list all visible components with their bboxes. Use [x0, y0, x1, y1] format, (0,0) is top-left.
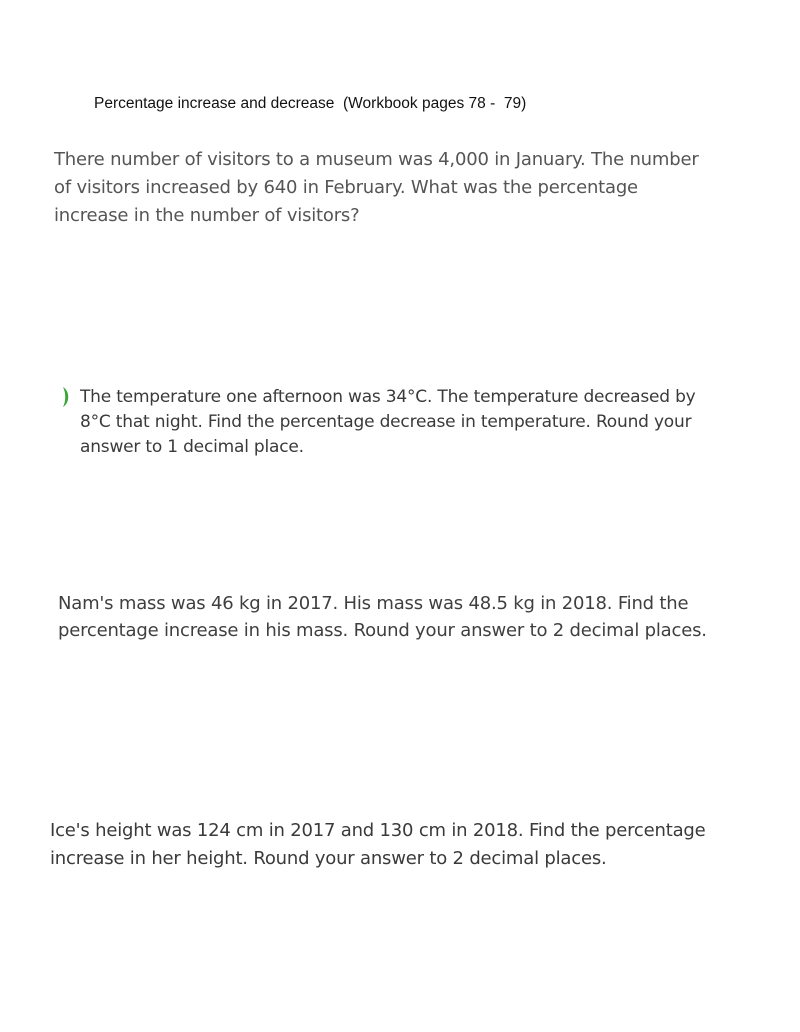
green-leaf-bullet-icon	[61, 386, 71, 408]
question-1-text: There number of visitors to a museum was 4,000 in January. The number of visitors increased by 640 in February. What was the percentage increase in the number of visitors?	[54, 149, 699, 226]
question-2-text: The temperature one afternoon was 34°C. The temperature decreased by 8°C that night. Find the percentage decrease in temperature. Round your answer to 1 decimal place.	[80, 387, 696, 457]
question-3-text: Nam's mass was 46 kg in 2017. His mass was 48.5 kg in 2018. Find the percentage increase in his mass. Round your answer to 2 decimal places.	[58, 593, 707, 641]
question-4-text: Ice's height was 124 cm in 2017 and 130 cm in 2018. Find the percentage increase in her height. Round your answer to 2 decimal places.	[50, 820, 706, 869]
page-title: Percentage increase and decrease (Workbook pages 78 - 79)	[94, 95, 527, 112]
